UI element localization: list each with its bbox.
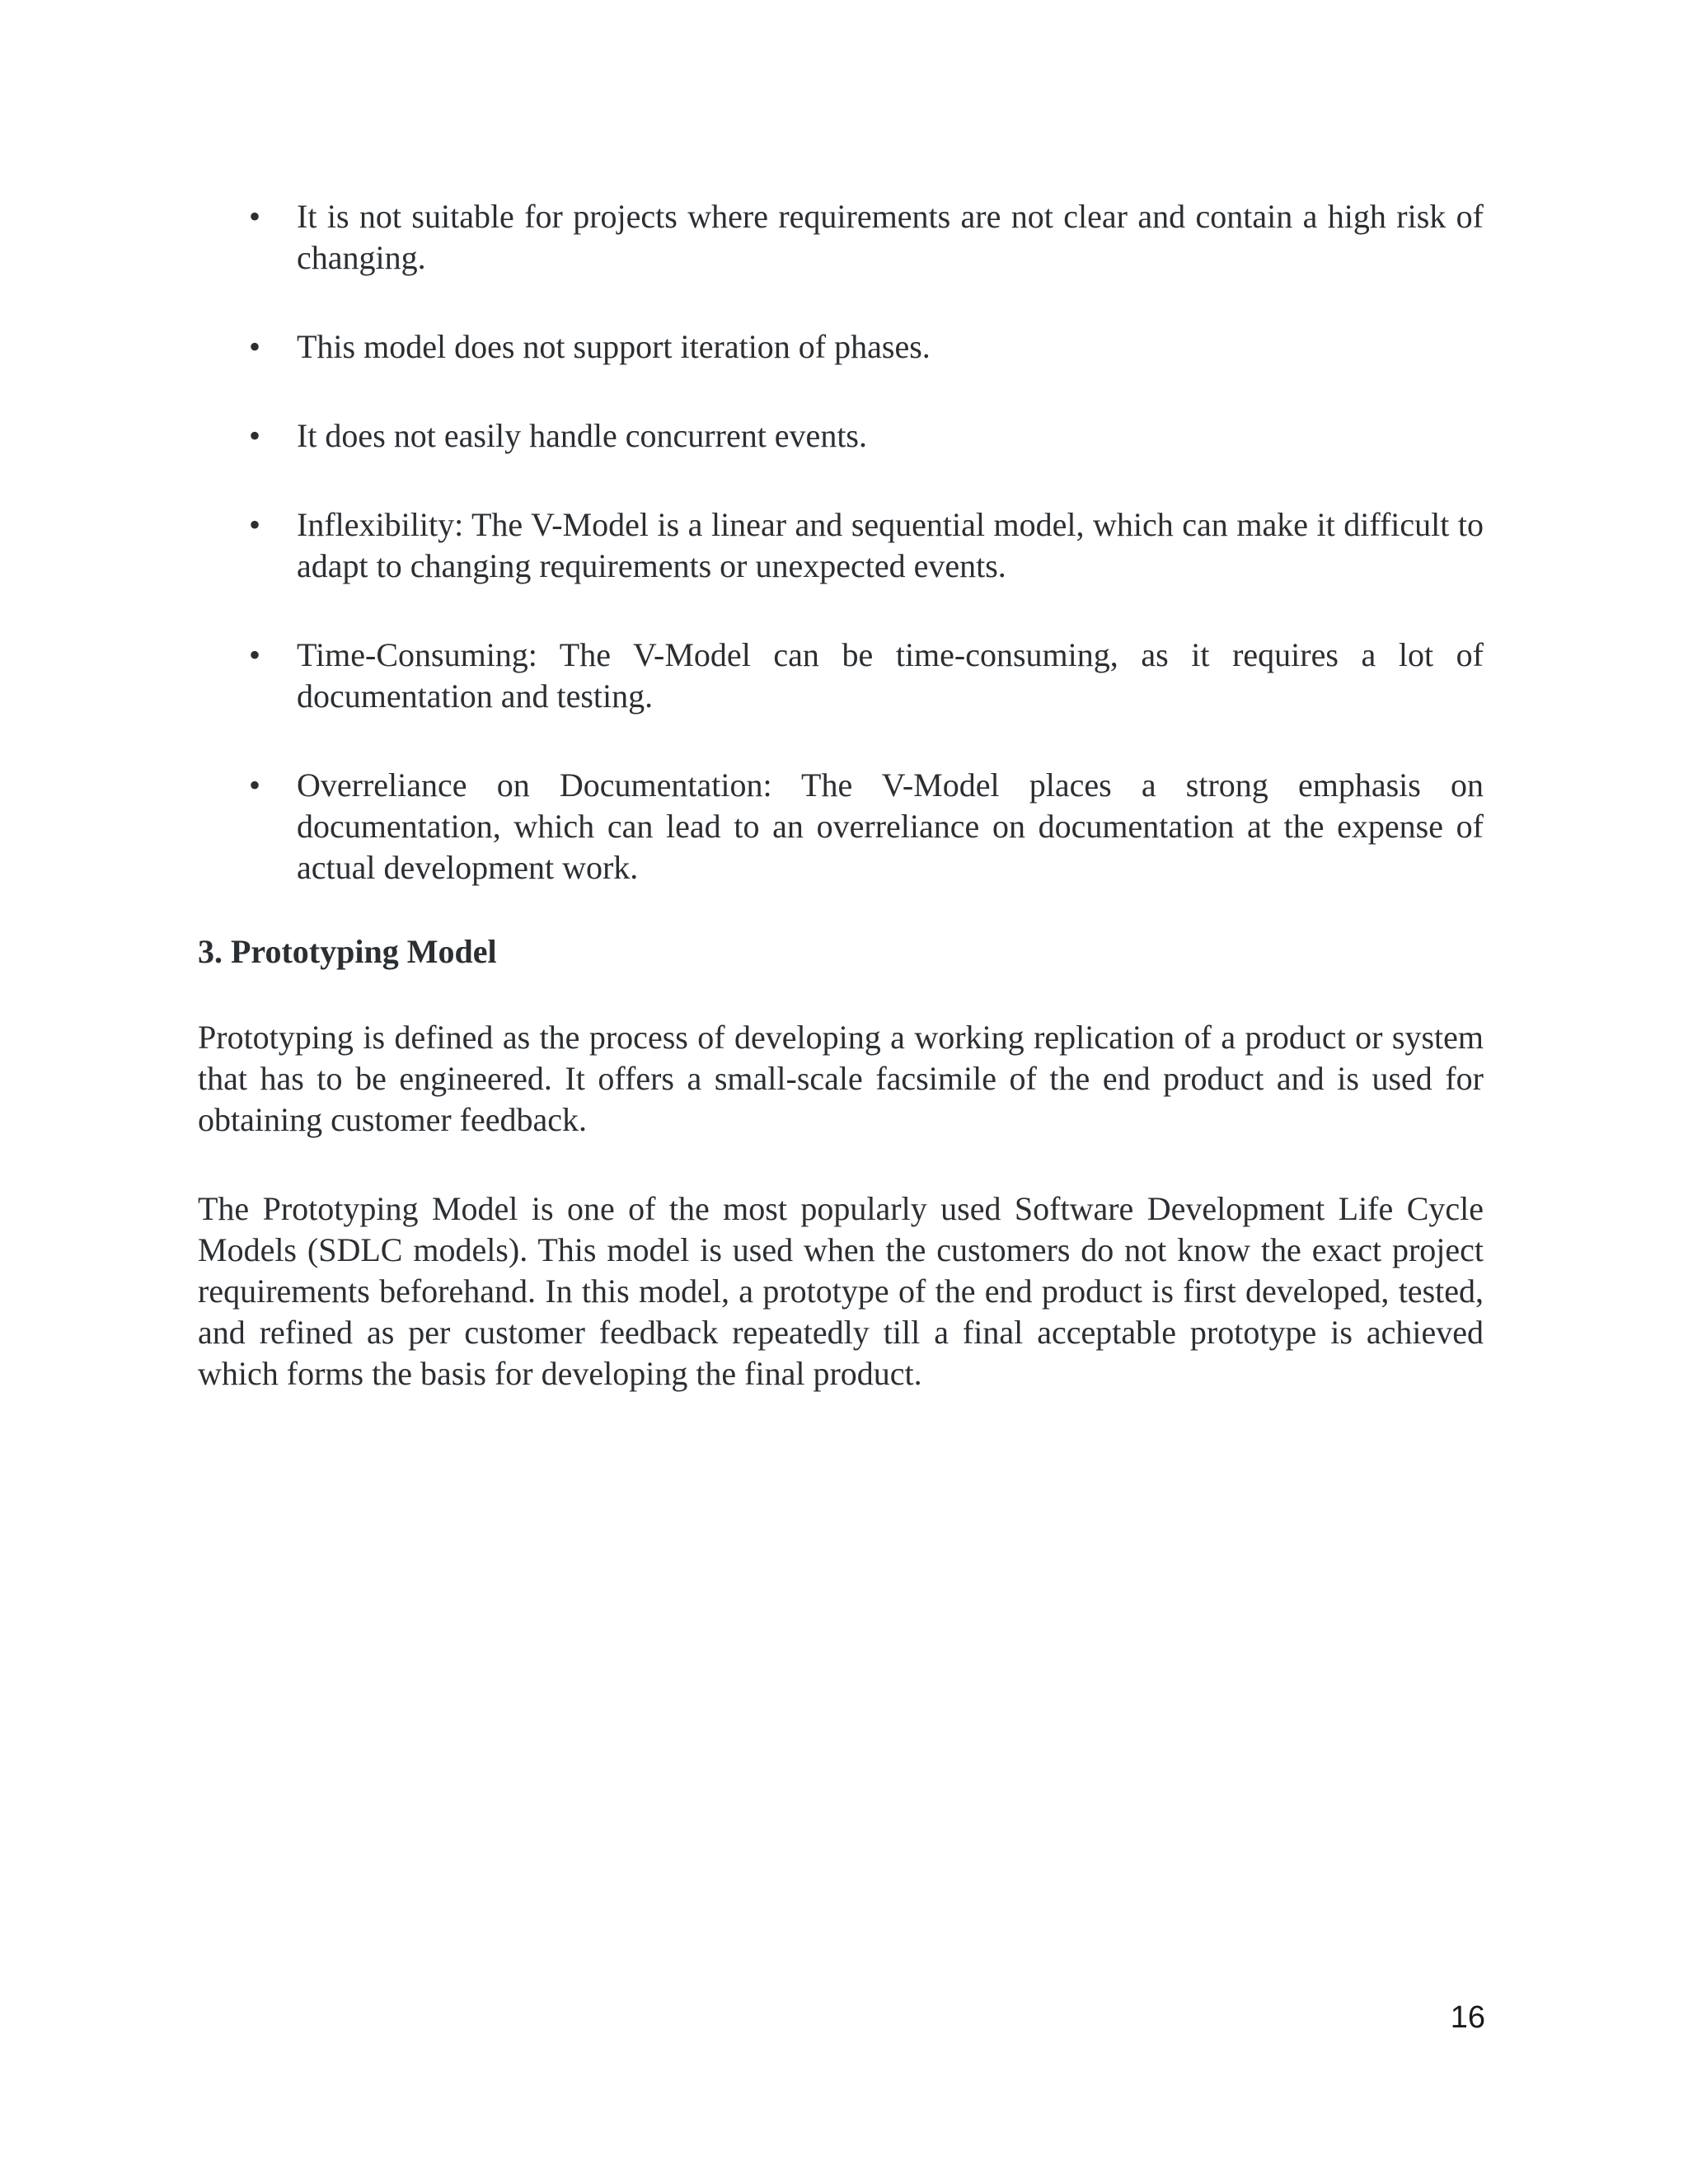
page-number: 16 [1450, 2000, 1485, 2035]
list-item-text: This model does not support iteration of phases. [297, 328, 931, 365]
paragraph-overview: The Prototyping Model is one of the most popularly used Software Development Life Cycle Models (SDLC models). This model is used when the customers do not know the exact project requirements beforehand. In this model, a prototype of the end product is first developed, tested, and refined as per customer feedback repeatedly till a final acceptable prototype is achieved which forms the basis for developing the final product. [198, 1190, 1484, 1392]
list-item-text: Overreliance on Documentation: The V-Model places a strong emphasis on documentation, which can lead to an overreliance on documentation at the expense of actual development work. [297, 766, 1484, 886]
bullet-icon: • [249, 198, 261, 235]
list-item [198, 504, 1484, 587]
list-item-text: Inflexibility: The V-Model is a linear and sequential model, which can make it difficult to adapt to changing requirements or unexpected events. [297, 506, 1484, 584]
list-item [198, 415, 1484, 457]
paragraph-definition: Prototyping is defined as the process of developing a working replication of a product or system that has to be engineered. It offers a small-scale facsimile of the end product and is used for obtaining customer feedback. [198, 1019, 1484, 1138]
disadvantages-list [198, 196, 1484, 888]
document-page [198, 196, 1484, 1442]
list-item [198, 196, 1484, 279]
section-heading: 3. Prototyping Model [198, 933, 497, 970]
bullet-icon: • [249, 417, 261, 454]
list-item [198, 326, 1484, 368]
bullet-icon: • [249, 506, 261, 543]
list-item [198, 635, 1484, 717]
list-item-text: It does not easily handle concurrent events. [297, 417, 867, 454]
list-item-text: Time-Consuming: The V-Model can be time-consuming, as it requires a lot of documentation and testing. [297, 636, 1484, 715]
list-item [198, 765, 1484, 888]
bullet-icon: • [249, 766, 261, 804]
list-item-text: It is not suitable for projects where requirements are not clear and contain a high risk of changing. [297, 198, 1484, 276]
bullet-icon: • [249, 328, 261, 365]
bullet-icon: • [249, 636, 261, 673]
